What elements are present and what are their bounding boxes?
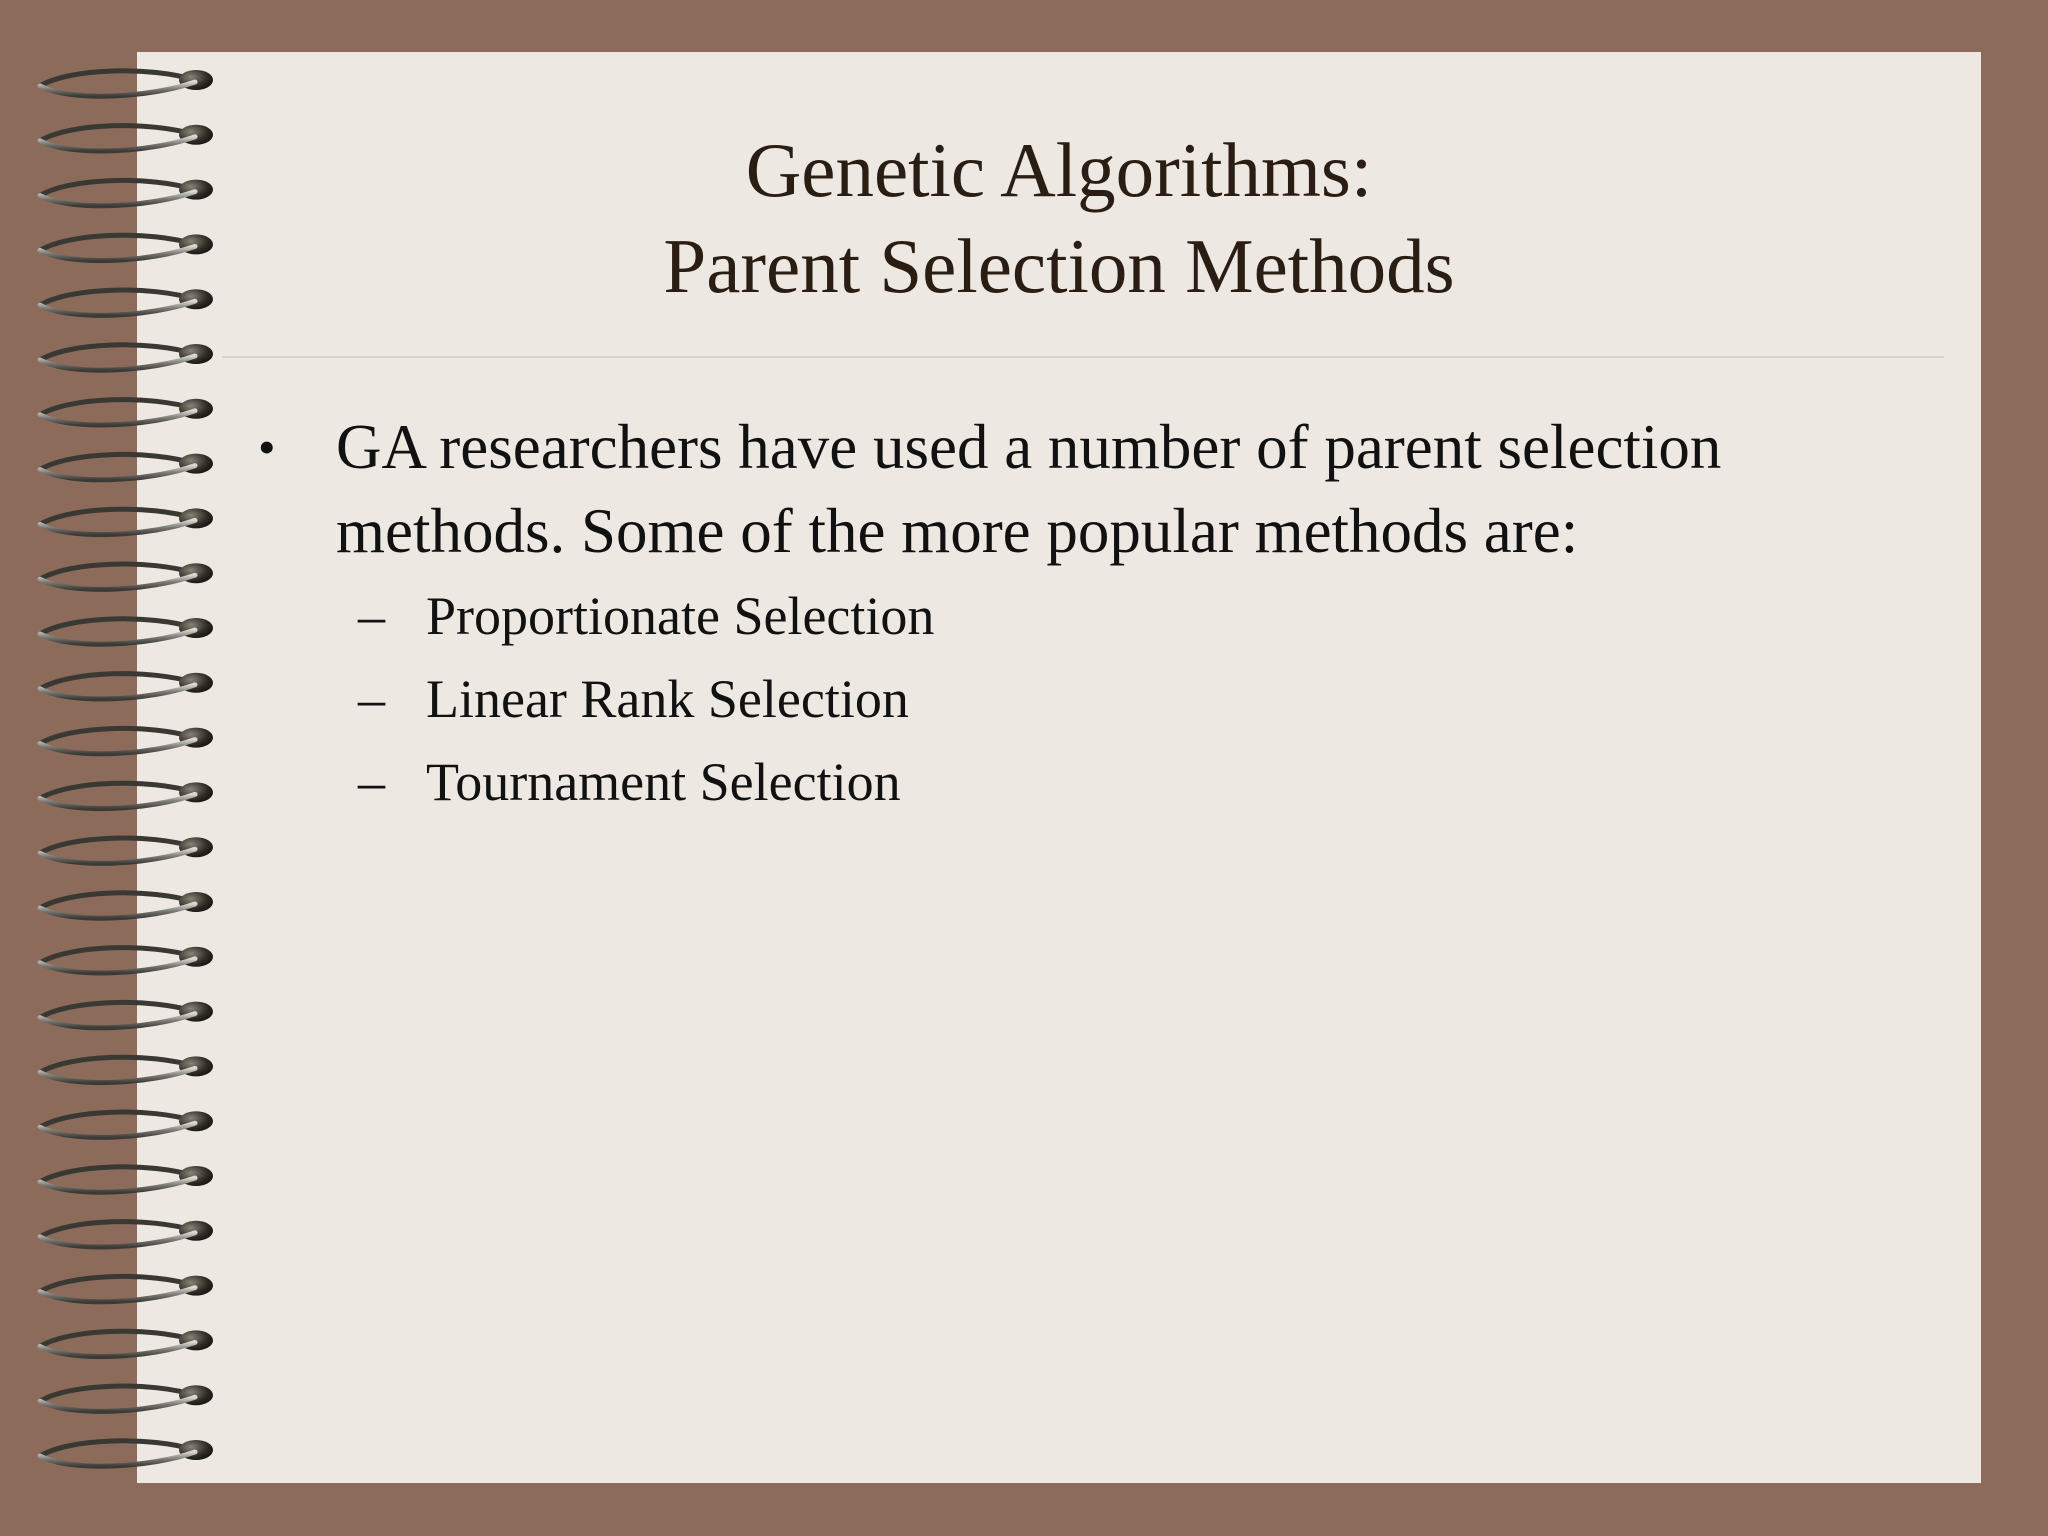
spiral-coil xyxy=(40,563,213,589)
sub-item-tournament xyxy=(250,741,1930,824)
title-line-1: Genetic Algorithms: xyxy=(745,127,1373,213)
spiral-coil xyxy=(40,1440,213,1466)
spiral-coil xyxy=(40,1166,213,1192)
sub-item-label: Tournament Selection xyxy=(426,752,901,812)
slide-title xyxy=(137,122,1981,314)
spiral-coil xyxy=(40,1056,213,1082)
dash-marker: – xyxy=(358,586,385,646)
spiral-coil xyxy=(40,947,213,973)
bullet-marker: • xyxy=(258,419,276,475)
spiral-coil xyxy=(40,1276,213,1302)
bullet-text: GA researchers have used a number of parent selection methods. Some of the more popular methods are: xyxy=(336,412,1722,566)
sub-item-proportionate xyxy=(250,575,1930,658)
spiral-coil xyxy=(40,508,213,534)
title-line-2: Parent Selection Methods xyxy=(663,223,1455,309)
bullet-item xyxy=(250,405,1930,573)
spiral-coil xyxy=(40,837,213,863)
spiral-coil xyxy=(40,673,213,699)
spiral-coil xyxy=(40,892,213,918)
spiral-coil xyxy=(40,1111,213,1137)
spiral-coil xyxy=(40,1002,213,1028)
spiral-coil xyxy=(40,70,213,96)
spiral-coil xyxy=(40,782,213,808)
spiral-coil xyxy=(40,1221,213,1247)
dash-marker: – xyxy=(358,752,385,812)
spiral-coil xyxy=(40,454,213,480)
spiral-coil xyxy=(40,344,213,370)
spiral-coil xyxy=(40,728,213,754)
spiral-coil xyxy=(40,1385,213,1411)
slide-body xyxy=(250,405,1930,824)
spiral-coil xyxy=(40,618,213,644)
dash-marker: – xyxy=(358,669,385,729)
spiral-coil xyxy=(40,399,213,425)
title-divider xyxy=(222,356,1944,358)
sub-item-linear-rank xyxy=(250,658,1930,741)
sub-list xyxy=(250,575,1930,824)
sub-item-label: Linear Rank Selection xyxy=(426,669,909,729)
sub-item-label: Proportionate Selection xyxy=(426,586,935,646)
spiral-coil xyxy=(40,1330,213,1356)
